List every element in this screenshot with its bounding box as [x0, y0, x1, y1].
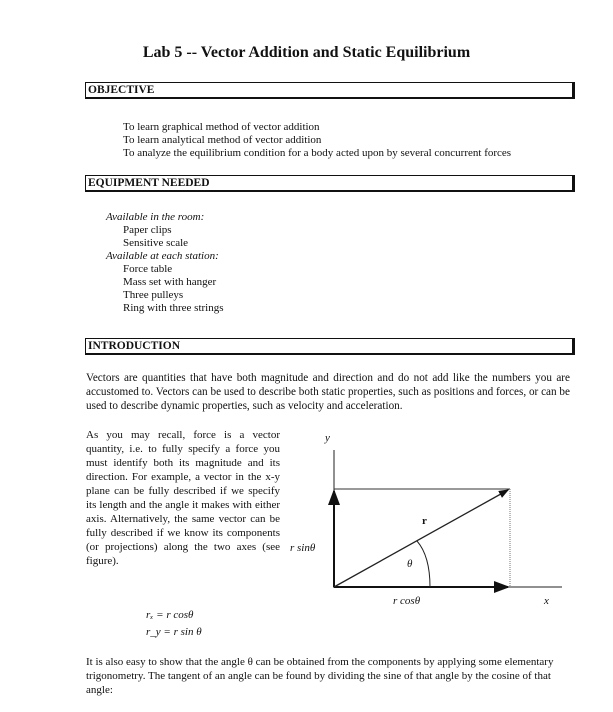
y-axis-label: y	[325, 432, 330, 444]
intro-paragraph-2: As you may recall, force is a vector quantity, i.e. to fully specify a force you must identify both its magnitude and its direction. For example, a vector in the x-y plane can be fully described if we specify its length and the angle it makes with either axis. Alternatively, the same vector can be fully described if we know its components (or projections) along the two axes (see figure).	[86, 429, 280, 567]
station-label: Available at each station:	[106, 250, 219, 262]
equation-rx: rₓ = r cosθ	[146, 609, 194, 621]
theta-arc	[417, 541, 430, 587]
x-axis-label: x	[544, 595, 549, 607]
vector-r-arrow	[334, 490, 508, 587]
equipment-item: Three pulleys	[123, 289, 184, 301]
theta-label: θ	[407, 558, 413, 570]
equipment-item: Sensitive scale	[123, 237, 189, 249]
equipment-item: Ring with three strings	[123, 302, 224, 314]
r-cos-label: r cosθ	[393, 595, 421, 607]
objective-heading: OBJECTIVE	[85, 82, 575, 99]
intro-paragraph-3: It is also easy to show that the angle θ can be obtained from the components by applying some elementary trigonometry. The tangent of an angle can be found by dividing the sine of that angle by the cosine of that angle:	[86, 656, 554, 696]
equipment-item: Mass set with hanger	[123, 276, 217, 288]
objective-item: To learn graphical method of vector addition	[123, 121, 320, 133]
vector-r-label: r	[422, 515, 427, 527]
equation-ry: r_y = r sin θ	[146, 626, 202, 638]
introduction-heading: INTRODUCTION	[85, 338, 575, 355]
objective-item: To learn analytical method of vector addition	[123, 134, 322, 146]
equipment-heading: EQUIPMENT NEEDED	[85, 175, 575, 192]
page-title: Lab 5 -- Vector Addition and Static Equilibrium	[142, 44, 471, 61]
room-label: Available in the room:	[106, 211, 205, 223]
r-sin-label: r sinθ	[290, 542, 316, 554]
equipment-item: Force table	[123, 263, 173, 275]
objective-item: To analyze the equilibrium condition for a body acted upon by several concurrent forces	[123, 147, 512, 159]
intro-paragraph-1: Vectors are quantities that have both magnitude and direction and do not add like the numbers you are accustomed to. Vectors can be used to describe both static properties, such as positions and forces, or can be used to describe dynamic properties, such as velocity and acceleration.	[86, 372, 570, 412]
equipment-item: Paper clips	[123, 224, 172, 236]
